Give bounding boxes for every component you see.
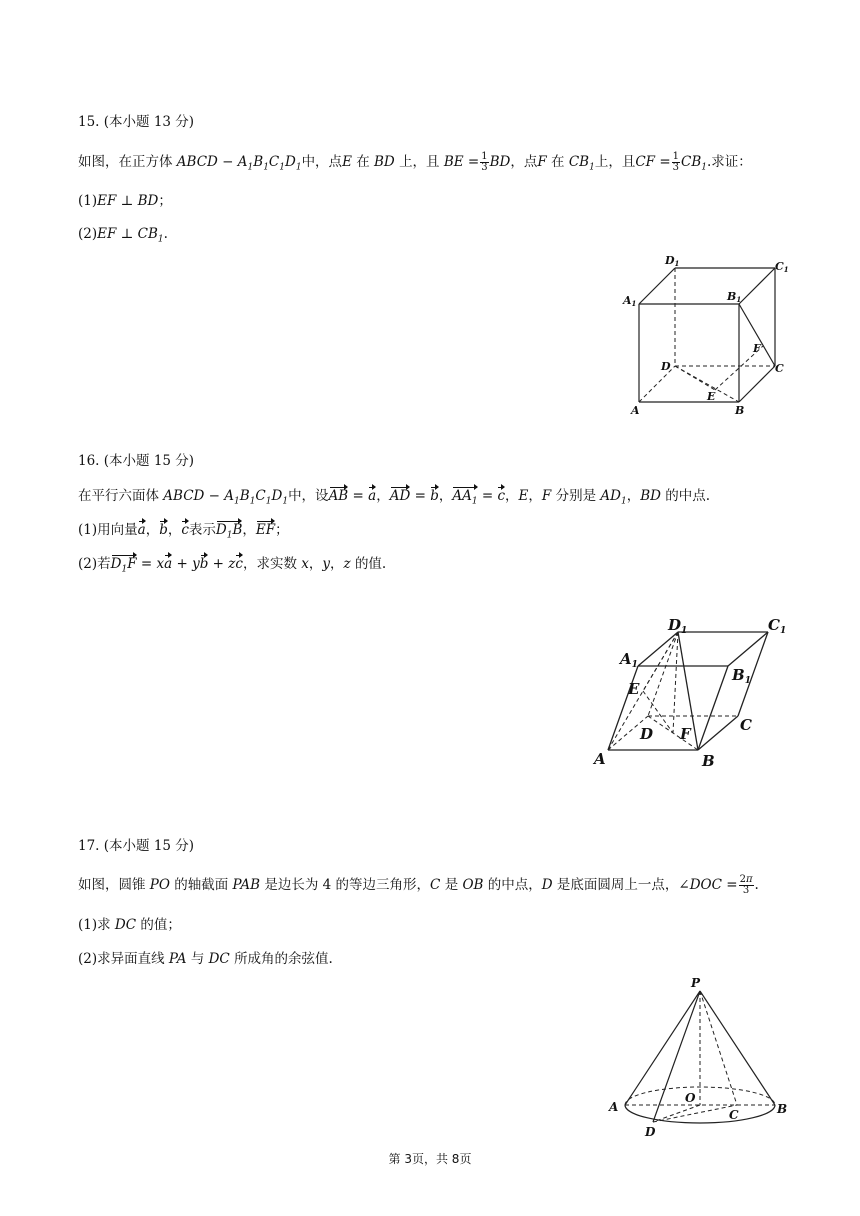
- problem-16-stem: 在平行六面体 ABCD − $A_1B_1C_1D_1$中，设AB = a，AD = b，$AA_1 = c$，E，F 分别是 $AD_1$，BD 的中点.: [78, 486, 710, 512]
- problem-17-q1: (1)求 DC 的值；: [78, 917, 181, 933]
- label-F: F: [753, 342, 761, 355]
- label-P: P: [691, 976, 701, 990]
- p16-q2-suffix: 的值.: [354, 556, 387, 572]
- p16-q1-suffix: ；: [275, 522, 289, 538]
- label-E: E: [628, 680, 640, 698]
- problem-16-q2: (2)若$D_1F$ = xa + yb + zc，求实数 x，y，z 的值.: [78, 554, 386, 580]
- p17-q2-mid: 与: [190, 951, 205, 967]
- label-A1: $A_1$: [620, 650, 638, 670]
- label-F: F: [680, 725, 691, 743]
- p15-stem-mid5: 在: [551, 154, 565, 170]
- p16-q2-mid: ，求实数: [242, 556, 297, 572]
- fraction-one-third: $\frac{1}{3}$: [481, 151, 488, 173]
- p15-stem-mid1: 中，点: [301, 154, 343, 170]
- p15-q1-prefix: (1): [78, 193, 98, 209]
- p15-q2-suffix: .: [163, 226, 168, 242]
- fraction-two-pi-over-three: $\frac{2\pi}{3}$: [739, 874, 753, 896]
- p17-stem-mid3: 的等边三角形，: [335, 877, 431, 893]
- label-B1: $B_1$: [732, 666, 751, 686]
- p15-stem-mid6: 上，且: [594, 154, 636, 170]
- cone-figure: [605, 975, 805, 1140]
- problem-15-q2: (2)EF ⊥ $CB_1$.: [78, 226, 168, 245]
- label-D1: D1: [665, 254, 680, 268]
- p17-q1-prefix: (1)求: [78, 917, 111, 933]
- problem-17-q2: (2)求异面直线 PA 与 DC 所成角的余弦值.: [78, 951, 333, 967]
- p15-q1-suffix: ；: [158, 193, 172, 209]
- problem-15-q1: (1)EF ⊥ BD；: [78, 193, 172, 209]
- problem-15-stem: 如图，在正方体 ABCD − $A_1B_1C_1D_1$中，点E 在 BD 上，且 BE = $\frac{1}{3}$ BD，点F 在 $CB_1$上，且CF = $\frac{1}{3}$ $CB_1$.求证：: [78, 151, 752, 173]
- cube-figure: [615, 252, 795, 422]
- p17-q2-prefix: (2)求异面直线: [78, 951, 165, 967]
- label-A: A: [594, 750, 606, 768]
- p17-stem-mid6: 是底面圆周上一点，: [556, 877, 679, 893]
- label-E: E: [707, 390, 716, 403]
- label-B1: B1: [727, 290, 742, 304]
- p15-stem-mid3: 上，且: [399, 154, 440, 170]
- p17-q1-suffix: 的值；: [140, 917, 181, 933]
- problem-16-q1: (1)用向量a，b，c表示$D_1B$，EF；: [78, 520, 289, 546]
- label-B: B: [702, 752, 715, 770]
- p15-stem-intro: 如图，在正方体: [78, 154, 173, 170]
- label-A: A: [631, 404, 640, 417]
- p16-stem-end: 分别是: [555, 488, 597, 504]
- label-B: B: [735, 404, 745, 417]
- p16-stem-end2: 的中点.: [665, 488, 711, 504]
- p16-q1-mid: 表示: [188, 522, 216, 538]
- problem-16-header: 16. (本小题 15 分): [78, 453, 195, 469]
- label-B: B: [777, 1102, 788, 1116]
- p17-q2-suffix: 所成角的余弦值.: [234, 951, 333, 967]
- label-D: D: [640, 725, 654, 743]
- p17-stem-mid4: 是: [444, 877, 459, 893]
- p16-stem-mid1: 中，设: [288, 488, 329, 504]
- p17-stem-mid5: 的中点，: [487, 877, 542, 893]
- p17-stem-intro: 如图，圆锥: [78, 877, 146, 893]
- problem-17-stem: 如图，圆锥 PO 的轴截面 PAB 是边长为 4 的等边三角形，C 是 OB 的中点，D 是底面圆周上一点，∠DOC = $\frac{2\pi}{3}$ .: [78, 874, 759, 896]
- label-D: D: [661, 360, 671, 373]
- label-C: C: [729, 1108, 739, 1122]
- label-C1: $C_1$: [768, 616, 787, 636]
- page-footer: 第 3页，共 8页: [388, 1152, 472, 1166]
- p16-stem-intro: 在平行六面体: [78, 488, 159, 504]
- label-O: O: [685, 1091, 696, 1105]
- label-C1: C1: [775, 260, 789, 274]
- p15-q2-prefix: (2): [78, 226, 98, 242]
- problem-17-header: 17. (本小题 15 分): [78, 838, 195, 854]
- parallelepiped-figure: [590, 612, 800, 777]
- label-D1: $D_1$: [668, 616, 688, 636]
- p16-q1-prefix: (1)用向量: [78, 522, 138, 538]
- p17-stem-mid1: 的轴截面: [174, 877, 229, 893]
- problem-15-header: 15. (本小题 13 分): [78, 114, 195, 130]
- label-D: D: [645, 1125, 656, 1139]
- label-C: C: [775, 362, 784, 375]
- label-A1: A1: [623, 294, 637, 308]
- p15-stem-end: .求证：: [707, 154, 752, 170]
- label-C: C: [740, 716, 752, 734]
- label-A: A: [609, 1100, 619, 1114]
- p15-stem-mid2: 在: [356, 154, 370, 170]
- p17-stem-mid2: 是边长为: [264, 877, 319, 893]
- fraction-one-third-2: $\frac{1}{3}$: [672, 151, 680, 173]
- p15-stem-mid4: ，点: [510, 154, 538, 170]
- p16-q2-prefix: (2)若: [78, 556, 111, 572]
